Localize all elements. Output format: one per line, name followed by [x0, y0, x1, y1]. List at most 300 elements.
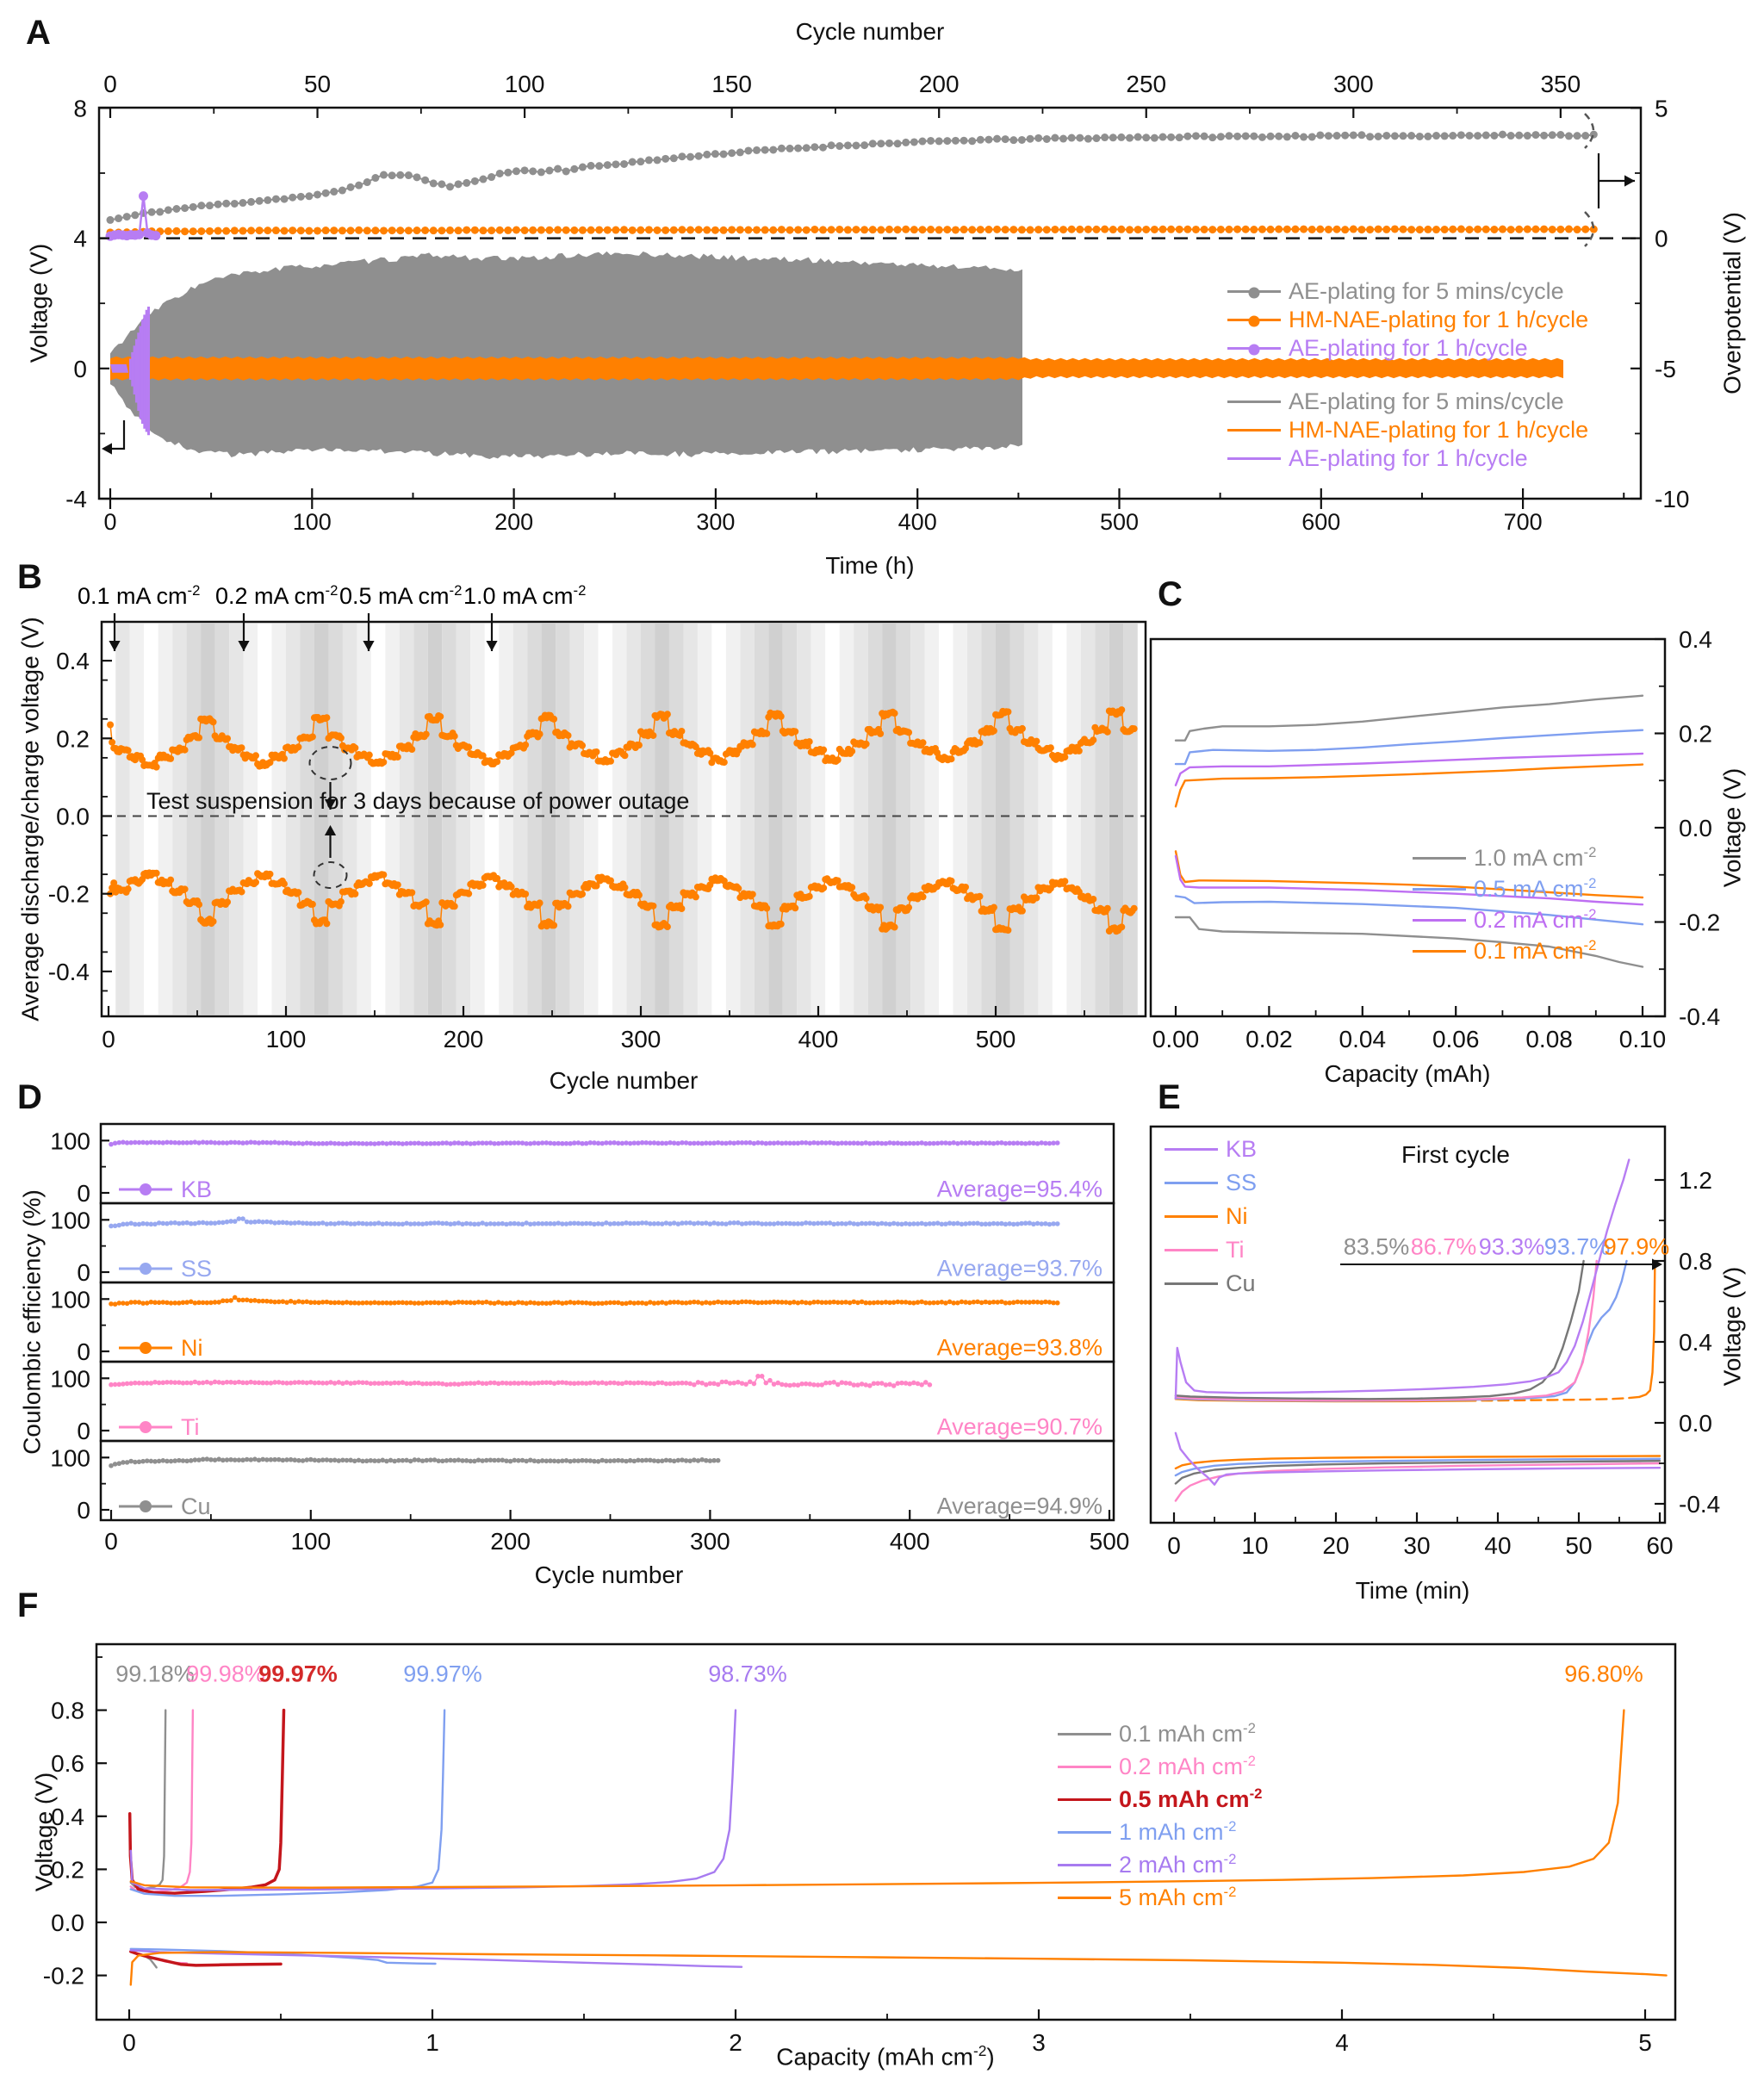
data-point: [612, 227, 619, 234]
data-point: [264, 196, 271, 204]
rate-stripe: [599, 624, 612, 1015]
data-point: [309, 733, 316, 740]
rate-stripe: [385, 624, 399, 1015]
data-point: [820, 885, 827, 891]
data-point: [521, 227, 529, 234]
rate-stripe: [570, 624, 584, 1015]
data-point: [695, 226, 703, 233]
data-point: [711, 150, 719, 158]
data-point: [636, 891, 643, 898]
tick-label: 0.04: [1339, 1026, 1387, 1052]
data-point: [662, 155, 669, 163]
data-point: [1068, 226, 1076, 233]
data-point: [521, 166, 529, 174]
data-point: [347, 183, 355, 191]
data-point: [621, 752, 628, 759]
data-point: [1055, 1140, 1060, 1146]
data-point: [550, 922, 557, 928]
data-point: [1540, 132, 1548, 140]
legend-line-swatch: [1165, 1249, 1218, 1251]
data-point: [1018, 136, 1026, 144]
data-point: [984, 136, 992, 144]
data-point: [338, 898, 345, 905]
data-point: [744, 226, 752, 233]
data-point: [1109, 133, 1117, 141]
arrowhead: [102, 443, 112, 454]
data-point: [1316, 226, 1324, 233]
tick-label: 1: [425, 2029, 439, 2056]
data-point: [384, 1459, 389, 1464]
data-point: [1225, 132, 1233, 140]
legend-item-label: 1 mAh $cm^{-2}$: [1119, 1818, 1237, 1845]
data-point: [252, 879, 259, 885]
data-point: [408, 746, 415, 753]
data-point: [1076, 748, 1083, 754]
data-point: [388, 1458, 394, 1463]
data-point: [1118, 706, 1125, 713]
rate-stripe: [641, 624, 655, 1015]
average-label: Average=93.8%: [936, 1334, 1102, 1361]
data-point: [811, 226, 818, 233]
data-point: [137, 1300, 142, 1305]
data-point: [1027, 135, 1034, 143]
tick-label: 0: [1167, 1532, 1181, 1559]
series-f-0.2-charge: [131, 1711, 193, 1892]
legend-item-label: HM-NAE-plating for 1 h/cycle: [1289, 306, 1589, 332]
data-point: [960, 226, 968, 233]
data-point: [231, 227, 239, 234]
data-point: [148, 208, 156, 216]
rate-stripe: [272, 624, 286, 1015]
data-point: [153, 764, 160, 771]
data-point: [269, 1381, 274, 1386]
data-point: [537, 168, 545, 176]
data-point: [670, 227, 678, 234]
data-point: [451, 903, 458, 910]
data-point: [413, 227, 421, 234]
data-point: [224, 898, 231, 905]
series-ae-plating-for-5-mins/cycle-overpotential: [110, 134, 1593, 220]
data-point: [877, 903, 884, 910]
legend-line-swatch: [1058, 1733, 1111, 1735]
data-point: [408, 889, 415, 896]
data-point: [1275, 226, 1283, 233]
data-point: [760, 1374, 765, 1379]
legend-item: [1227, 416, 1588, 444]
data-point: [240, 1216, 245, 1221]
panel-d-letter: D: [17, 1078, 42, 1116]
data-point: [423, 898, 430, 905]
data-point: [388, 171, 396, 179]
series-c-0.5-ma-cm-2: [1176, 730, 1643, 764]
legend-line-swatch: [1227, 347, 1281, 350]
rate-stripe: [669, 624, 683, 1015]
data-point: [1242, 226, 1250, 233]
data-point: [1002, 135, 1009, 143]
data-point: [629, 227, 637, 234]
data-point: [512, 227, 520, 234]
data-point: [1019, 725, 1026, 732]
data-point: [446, 227, 454, 234]
rate-stripe: [740, 624, 754, 1015]
data-point: [522, 891, 529, 897]
data-point: [645, 226, 653, 233]
data-point: [338, 735, 345, 742]
data-point: [919, 1382, 924, 1388]
rate-label: 0.2 mA $cm^{-2}$: [215, 582, 339, 609]
tick-label: 4: [73, 225, 87, 252]
legend-line-swatch: [1413, 950, 1466, 953]
data-point: [803, 227, 811, 234]
data-point: [1035, 1141, 1040, 1146]
data-point: [579, 891, 586, 897]
data-point: [828, 226, 835, 233]
panel-c-letter: C: [1158, 575, 1183, 613]
data-point: [455, 180, 463, 188]
tick-label: 10: [1241, 1532, 1269, 1559]
tick-label: 0.10: [1618, 1026, 1667, 1052]
tick-label: 0.06: [1432, 1026, 1480, 1052]
data-point: [380, 1458, 385, 1463]
data-point: [1466, 226, 1474, 233]
data-point: [848, 748, 855, 754]
data-point: [125, 747, 132, 754]
data-point: [749, 742, 756, 748]
data-point: [1084, 226, 1092, 233]
data-point: [792, 904, 798, 911]
legend-item: [1413, 844, 1596, 872]
data-point: [1142, 133, 1150, 141]
rate-stripe: [698, 624, 711, 1015]
data-point: [1004, 708, 1011, 715]
data-point: [351, 744, 358, 751]
rate-stripe: [258, 624, 271, 1015]
rate-stripe: [612, 624, 626, 1015]
data-point: [416, 1457, 421, 1462]
data-point: [835, 142, 843, 150]
data-point: [860, 1381, 865, 1387]
legend-item: [1058, 1884, 1236, 1911]
rate-stripe: [882, 624, 896, 1015]
data-point: [1316, 131, 1324, 139]
data-point: [632, 1459, 637, 1464]
data-point: [819, 144, 827, 152]
tick-label: 150: [711, 71, 753, 97]
tick-label: 100: [292, 509, 332, 535]
data-point: [664, 1220, 669, 1226]
data-point: [1183, 226, 1191, 233]
data-point: [471, 177, 479, 185]
data-point: [1134, 133, 1142, 141]
data-point: [1183, 133, 1191, 140]
data-point: [696, 1300, 701, 1305]
tick-label: 0.4: [1679, 626, 1712, 653]
data-point: [778, 226, 786, 233]
data-point: [863, 741, 870, 748]
bracket-gray: [1585, 114, 1593, 148]
data-point: [1004, 927, 1011, 934]
data-point: [1034, 226, 1042, 233]
tick-label: 0.2: [51, 1856, 84, 1884]
rate-stripe: [413, 624, 427, 1015]
data-point: [1233, 133, 1241, 140]
average-label: Average=95.4%: [936, 1176, 1102, 1202]
data-point: [778, 921, 785, 928]
tick-label: 500: [1099, 509, 1140, 535]
tick-label: 0: [77, 1338, 90, 1365]
data-point: [885, 140, 893, 147]
data-point: [686, 226, 694, 233]
panel-b-y-title: Average discharge/charge voltage (V): [16, 617, 44, 1021]
data-point: [471, 227, 479, 234]
data-point: [1051, 226, 1059, 233]
legend-marker-dot: [1249, 315, 1260, 326]
data-point: [380, 227, 388, 234]
data-point: [363, 178, 371, 186]
data-point: [537, 899, 543, 906]
data-point: [421, 177, 429, 184]
data-point: [413, 173, 421, 181]
data-point: [325, 1381, 330, 1386]
legend-marker-dot: [140, 1342, 152, 1354]
data-point: [323, 714, 330, 721]
efficiency-percentage: 93.3%: [1478, 1233, 1545, 1260]
panel-a-letter: A: [26, 14, 51, 52]
data-point: [863, 1382, 868, 1388]
data-point: [621, 884, 628, 891]
data-point: [620, 226, 628, 233]
data-point: [125, 1221, 130, 1226]
tick-label: 0.2: [56, 725, 90, 753]
data-point: [423, 731, 430, 738]
data-point: [1176, 226, 1183, 233]
tick-label: -0.2: [47, 880, 90, 908]
data-point: [484, 1300, 489, 1305]
data-point: [835, 878, 842, 885]
data-point: [289, 194, 296, 202]
data-point: [550, 716, 557, 723]
data-point: [670, 154, 678, 162]
data-point: [1043, 135, 1051, 143]
data-point: [309, 901, 316, 908]
data-point: [920, 893, 927, 900]
data-point: [1540, 226, 1548, 233]
rate-stripe: [953, 624, 967, 1015]
data-point: [172, 227, 180, 235]
tick-label: SS: [181, 1256, 213, 1282]
data-point: [1407, 132, 1415, 140]
data-point: [753, 146, 761, 154]
legend-item-label: AE-plating for 5 mins/cycle: [1289, 388, 1564, 414]
legend-item: [1413, 875, 1596, 903]
data-point: [905, 904, 912, 911]
panel-d-x-title: Cycle number: [534, 1562, 684, 1588]
legend-item-label: 2 mAh $cm^{-2}$: [1119, 1851, 1237, 1878]
data-point: [1515, 226, 1523, 233]
data-point: [595, 162, 603, 170]
data-point: [446, 183, 454, 190]
data-point: [196, 901, 202, 908]
data-point: [297, 193, 305, 201]
rate-stripe: [910, 624, 924, 1015]
data-point: [927, 137, 935, 145]
data-point: [636, 742, 643, 748]
legend-item-label: 0.1 mA $cm^{-2}$: [1474, 937, 1597, 964]
data-point: [1300, 133, 1307, 141]
data-point: [1034, 134, 1042, 142]
data-point: [131, 211, 139, 219]
data-point: [806, 738, 813, 745]
data-point: [1325, 132, 1332, 140]
data-point: [1090, 896, 1096, 903]
data-point: [476, 1380, 481, 1385]
data-point: [289, 227, 296, 234]
data-point: [928, 1382, 933, 1388]
rate-label: 0.5 mA $cm^{-2}$: [339, 582, 463, 609]
data-point: [910, 226, 918, 233]
data-point: [266, 871, 273, 878]
data-point: [948, 878, 955, 885]
data-point: [786, 227, 794, 234]
data-point: [401, 1221, 406, 1226]
rate-label: 0.1 mA $cm^{-2}$: [78, 582, 201, 609]
data-point: [828, 141, 835, 149]
data-point: [348, 1458, 353, 1463]
data-point: [323, 920, 330, 927]
legend-line-swatch: [1165, 1182, 1218, 1184]
data-point: [848, 884, 855, 891]
rate-stripe: [499, 624, 512, 1015]
data-point: [264, 227, 271, 234]
legend-marker-dot: [140, 1421, 152, 1433]
tick-label: 0.00: [1152, 1026, 1200, 1052]
data-point: [257, 1457, 262, 1462]
tick-label: 400: [798, 1026, 839, 1052]
data-point: [562, 227, 570, 234]
legend-item: [1413, 937, 1596, 965]
data-point: [1531, 131, 1539, 139]
rate-stripe: [768, 624, 782, 1015]
data-point: [222, 227, 230, 235]
legend-line-swatch: [1058, 1766, 1111, 1768]
data-point: [1333, 132, 1341, 140]
data-point: [1350, 131, 1357, 139]
data-point: [660, 1381, 665, 1386]
data-point: [556, 1220, 561, 1226]
legend-line-swatch: [1165, 1282, 1218, 1285]
data-point: [405, 171, 413, 179]
tick-label: 0.2: [1679, 720, 1712, 748]
data-point: [301, 1458, 306, 1463]
data-point: [554, 226, 562, 233]
data-point: [877, 140, 885, 147]
data-point: [1019, 908, 1026, 915]
tick-label: 0.4: [51, 1803, 84, 1830]
data-point: [835, 226, 843, 233]
data-point: [351, 891, 358, 897]
data-point: [340, 1381, 345, 1386]
data-point: [1002, 226, 1009, 233]
legend-item: [1058, 1720, 1256, 1748]
data-point: [664, 1301, 669, 1306]
data-point: [167, 755, 174, 762]
data-point: [660, 1221, 665, 1226]
data-point: [1308, 133, 1316, 140]
legend-item-label: HM-NAE-plating for 1 h/cycle: [1289, 416, 1589, 443]
data-point: [1009, 226, 1017, 233]
data-point: [869, 226, 877, 233]
data-point: [314, 227, 321, 234]
data-point: [239, 744, 245, 751]
legend-item: [1227, 444, 1528, 472]
data-point: [529, 227, 537, 234]
data-point: [376, 1220, 382, 1226]
legend-item-label: 0.1 mAh $cm^{-2}$: [1119, 1720, 1256, 1747]
data-point: [1033, 738, 1040, 745]
data-point: [330, 227, 338, 234]
data-point: [465, 743, 472, 750]
rate-stripe: [343, 624, 357, 1015]
data-point: [607, 758, 614, 765]
data-point: [123, 213, 131, 220]
data-point: [740, 1381, 745, 1386]
rate-stripe: [371, 624, 385, 1015]
data-point: [794, 145, 802, 152]
tick-label: 3: [1032, 2029, 1046, 2056]
legend-line-swatch: [1413, 919, 1466, 922]
data-point: [955, 1221, 960, 1226]
legend-item-label: 0.5 mAh $cm^{-2}$: [1119, 1785, 1263, 1812]
tick-label: 300: [620, 1026, 662, 1052]
legend-item-label: 0.2 mAh $cm^{-2}$: [1119, 1753, 1256, 1779]
panel-e-x-title: Time (min): [1355, 1577, 1470, 1604]
data-point: [731, 1381, 736, 1386]
data-point: [711, 1220, 717, 1226]
data-point: [778, 145, 786, 152]
tick-label: 500: [975, 1026, 1016, 1052]
data-point: [894, 226, 902, 233]
data-point: [210, 918, 217, 925]
data-point: [281, 196, 289, 203]
data-point: [1432, 132, 1440, 140]
data-point: [905, 729, 912, 736]
data-point: [620, 160, 628, 168]
data-point: [357, 1458, 362, 1463]
data-point: [295, 889, 301, 896]
data-point: [504, 227, 512, 234]
data-point: [1375, 226, 1382, 233]
data-point: [686, 153, 694, 161]
data-point: [322, 227, 330, 234]
data-point: [1549, 131, 1556, 139]
data-point: [1158, 133, 1166, 141]
tick-label: 350: [1540, 71, 1581, 97]
data-point: [835, 756, 842, 763]
data-point: [430, 179, 438, 187]
data-point: [703, 151, 711, 158]
data-point: [887, 1221, 892, 1226]
data-point: [404, 1458, 409, 1463]
data-point: [763, 905, 770, 912]
tick-label: 4: [1335, 2029, 1349, 2056]
data-point: [1574, 132, 1581, 140]
data-point: [394, 881, 401, 888]
data-point: [1009, 136, 1017, 144]
data-point: [721, 759, 728, 766]
data-point: [975, 1300, 980, 1305]
data-point: [1375, 133, 1382, 140]
data-point: [820, 747, 827, 754]
